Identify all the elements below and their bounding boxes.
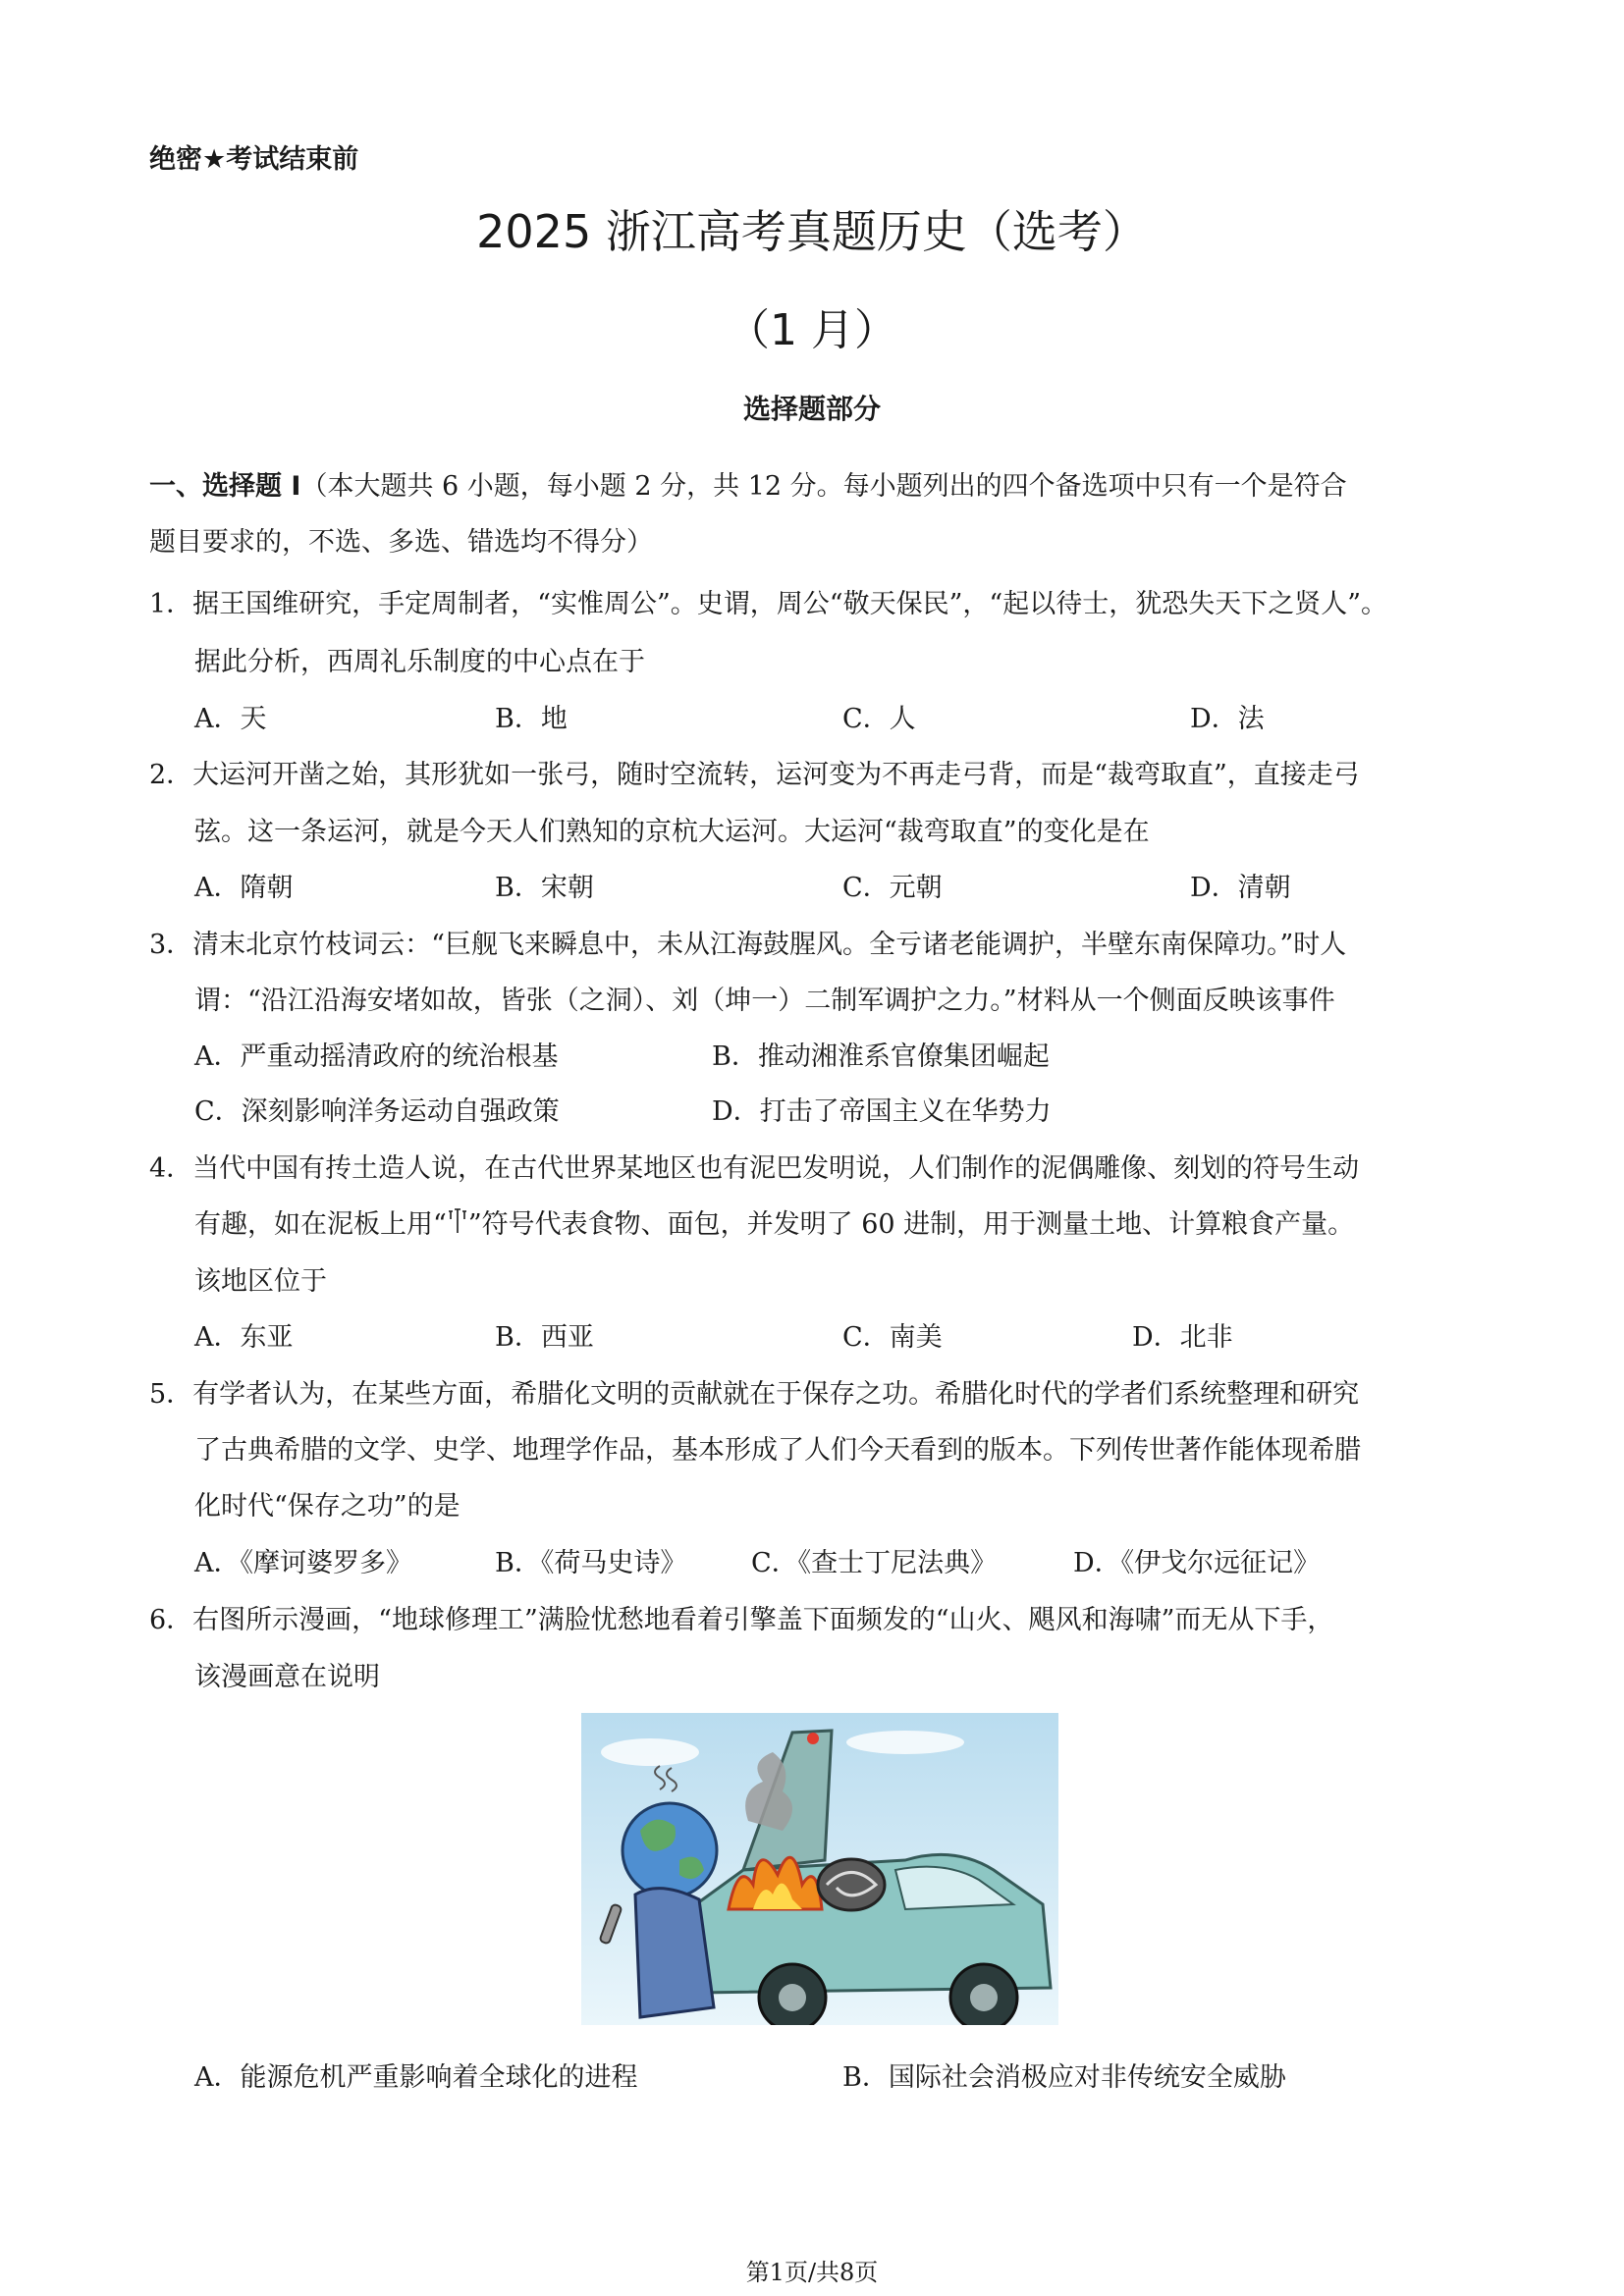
question-4-line-2-end: ”符号代表食物、面包，并发明了 60 进制，用于测量土地、计算粮食产量。 xyxy=(467,1209,1355,1240)
question-2-option-b[interactable]: B．宋朝 xyxy=(495,873,594,903)
cartoon-cloud xyxy=(846,1731,964,1754)
part-title: 选择题部分 xyxy=(742,393,881,425)
question-2-line-2: 弦。这一条运河，就是今天人们熟知的京杭大运河。大运河“裁弯取直”的变化是在 xyxy=(194,817,1150,847)
question-3-option-c[interactable]: C．深刻影响洋务运动自强政策 xyxy=(194,1096,560,1127)
question-3-option-b[interactable]: B．推动湘淮系官僚集团崛起 xyxy=(712,1041,1050,1072)
earth-globe-icon xyxy=(623,1803,717,1897)
question-2-option-a[interactable]: A．隋朝 xyxy=(194,873,294,903)
question-5-line-1: 5．有学者认为，在某些方面，希腊化文明的贡献就在于保存之功。希腊化时代的学者们系统整理和研究 xyxy=(149,1379,1360,1410)
question-4-option-b[interactable]: B．西亚 xyxy=(495,1322,594,1353)
question-1-option-a[interactable]: A．天 xyxy=(194,704,267,734)
question-1-option-d[interactable]: D．法 xyxy=(1190,704,1265,734)
question-4-option-d[interactable]: D．北非 xyxy=(1132,1322,1233,1353)
question-6-line-1: 6．右图所示漫画，“地球修理工”满脸忧愁地看着引擎盖下面频发的“山火、飓风和海啸”而无从下手， xyxy=(149,1605,1334,1635)
exam-subtitle: （1 月） xyxy=(727,305,897,355)
question-3-option-a[interactable]: A．严重动摇清政府的统治根基 xyxy=(194,1041,559,1072)
question-4-line-1: 4．当代中国有抟土造人说，在古代世界某地区也有泥巴发明说，人们制作的泥偶雕像、刻划的符号生动 xyxy=(149,1153,1360,1184)
car-wheel-hub xyxy=(779,1984,806,2011)
question-2-option-c[interactable]: C．元朝 xyxy=(842,873,943,903)
question-5-option-d[interactable]: D．《伊戈尔远征记》 xyxy=(1073,1548,1321,1578)
section-instructions: （本大题共 6 小题，每小题 2 分，共 12 分。每小题列出的四个备选项中只有一个是符合 xyxy=(300,471,1347,502)
question-4-option-c[interactable]: C．南美 xyxy=(842,1322,943,1353)
question-5-option-a[interactable]: A．《摩诃婆罗多》 xyxy=(194,1548,412,1578)
exam-title: 2025 浙江高考真题历史（选考） xyxy=(476,205,1148,258)
question-2-line-1: 2．大运河开凿之始，其形犹如一张弓，随时空流转，运河变为不再走弓背，而是“裁弯取直”，直接走弓 xyxy=(149,760,1360,790)
question-5-line-2: 了古典希腊的文学、史学、地理学作品，基本形成了人们今天看到的版本。下列传世著作能体现希腊 xyxy=(194,1435,1361,1466)
question-1-line-1: 1．据王国维研究，手定周制者，“实惟周公”。史谓，周公“敬天保民”，“起以待士，犹恐失天下之贤人”。 xyxy=(149,589,1387,619)
question-1-option-b[interactable]: B．地 xyxy=(495,704,568,734)
question-4-line-3: 该地区位于 xyxy=(194,1266,327,1297)
question-2-option-d[interactable]: D．清朝 xyxy=(1190,873,1291,903)
confidential-label: 绝密★考试结束前 xyxy=(149,144,359,175)
cartoon-cloud xyxy=(601,1738,699,1766)
cuneiform-symbol-icon xyxy=(447,1207,468,1237)
question-4-line-2 xyxy=(194,1202,1354,1241)
section-heading: 一、选择题 I xyxy=(149,471,301,502)
question-5-line-3: 化时代“保存之功”的是 xyxy=(194,1491,460,1522)
question-3-line-1: 3．清末北京竹枝词云：“巨舰飞来瞬息中，未从江海鼓腥风。全亏诸老能调护，半壁东南保障功。”时人 xyxy=(149,930,1347,960)
page-number: 第1页/共8页 xyxy=(745,2259,879,2286)
question-1-option-c[interactable]: C．人 xyxy=(842,704,916,734)
hood-latch xyxy=(807,1733,819,1744)
question-1-line-2: 据此分析，西周礼乐制度的中心点在于 xyxy=(194,647,645,677)
question-6-line-2: 该漫画意在说明 xyxy=(194,1662,380,1692)
question-3-option-d[interactable]: D．打击了帝国主义在华势力 xyxy=(712,1096,1052,1127)
question-5-option-c[interactable]: C．《查士丁尼法典》 xyxy=(751,1548,998,1578)
earth-mechanic-cartoon xyxy=(581,1713,1058,2025)
car-wheel-hub xyxy=(970,1984,998,2011)
question-5-option-b[interactable]: B．《荷马史诗》 xyxy=(495,1548,687,1578)
question-3-line-2: 谓：“沿江沿海安堵如故，皆张（之洞）、刘（坤一）二制军调护之力。”材料从一个侧面反映该事件 xyxy=(194,986,1335,1016)
question-4-option-a[interactable]: A．东亚 xyxy=(194,1322,294,1353)
question-6-option-b[interactable]: B．国际社会消极应对非传统安全威胁 xyxy=(842,2062,1286,2093)
section-instructions-2: 题目要求的，不选、多选、错选均不得分） xyxy=(149,527,653,558)
section-heading-line xyxy=(149,464,1347,503)
question-6-option-a[interactable]: A．能源危机严重影响着全球化的进程 xyxy=(194,2062,638,2093)
question-4-line-2-start: 有趣，如在泥板上用“ xyxy=(194,1209,447,1240)
